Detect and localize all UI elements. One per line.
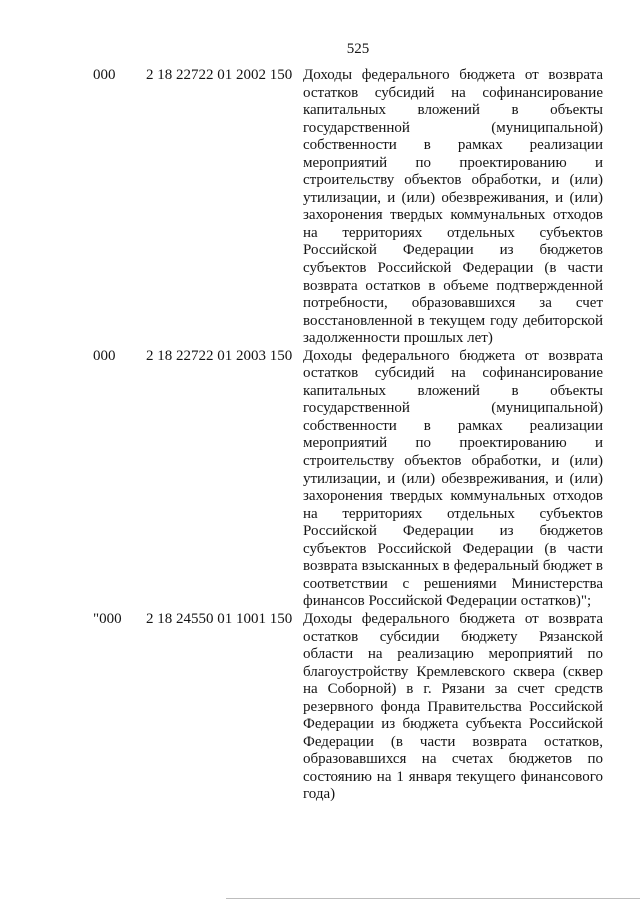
description-line: капитальных вложений в объекты: [303, 102, 603, 119]
description-line: мероприятий по проектированию и: [303, 435, 603, 452]
budget-classification-code: 2 18 22722 01 2002 150: [146, 67, 293, 83]
description-line: остатков субсидий на софинансирование: [303, 365, 603, 382]
description-line: области на реализацию мероприятий по: [303, 646, 603, 663]
budget-classification-code: 2 18 24550 01 1001 150: [146, 610, 293, 627]
table-row: [0, 348, 640, 611]
page-number: 525: [346, 41, 370, 57]
description-line: образовавшихся на счетах бюджетов по: [303, 751, 603, 768]
description-line: Российской Федерации из бюджетов: [303, 242, 603, 259]
description-line: финансов Российской Федерации остатков)";: [303, 593, 592, 610]
description-line: мероприятий по проектированию и: [303, 154, 603, 171]
admin-code: 000: [93, 347, 116, 364]
description-line: потребности, образовавшихся за счет: [303, 295, 603, 312]
description-line: остатков субсидий на софинансирование: [303, 84, 603, 101]
description-line: захоронения твердых коммунальных отходов: [303, 488, 603, 505]
description-line: утилизации, и (или) обезвреживания, и (или): [303, 189, 603, 206]
codes-table: [0, 67, 640, 804]
description-line: собственности в рамках реализации: [303, 137, 603, 154]
description-line: Доходы федерального бюджета от возврата: [303, 67, 603, 83]
description-line: Доходы федерального бюджета от возврата: [303, 610, 603, 627]
description-line: на территориях отдельных субъектов: [303, 224, 603, 241]
scan-edge-line: [226, 898, 640, 899]
description-line: утилизации, и (или) обезвреживания, и (или): [303, 470, 603, 487]
description-line: восстановленной в текущем году дебиторской: [303, 312, 603, 329]
description-line: государственной (муниципальной): [303, 119, 603, 136]
income-description: [303, 67, 603, 348]
description-line: Доходы федерального бюджета от возврата: [303, 347, 603, 364]
description-line: на Соборной) в г. Рязани за счет средств: [303, 681, 603, 698]
budget-classification-code: 2 18 22722 01 2003 150: [146, 347, 293, 364]
description-line: остатков субсидии бюджету Рязанской: [303, 628, 603, 645]
description-line: Федерации из бюджета субъекта Российской: [303, 716, 603, 733]
description-line: Федерации (в части возврата остатков,: [303, 733, 603, 750]
description-line: государственной (муниципальной): [303, 400, 603, 417]
admin-code: 000: [93, 67, 116, 83]
description-line: состоянию на 1 января текущего финансового: [303, 768, 603, 785]
table-row: [0, 67, 640, 348]
description-line: резервного фонда Правительства Российской: [303, 698, 603, 715]
description-line: субъектов Российской Федерации (в части: [303, 540, 603, 557]
table-row: [0, 611, 640, 804]
description-line: года): [303, 786, 336, 803]
description-line: возврата взысканных в федеральный бюджет в: [303, 558, 603, 575]
description-line: капитальных вложений в объекты: [303, 382, 603, 399]
income-description: [303, 611, 603, 804]
description-line: задолженности прошлых лет): [303, 330, 493, 347]
description-line: возврата остатков в объеме подтвержденной: [303, 277, 603, 294]
description-line: строительству объектов обработки, и (или): [303, 453, 603, 470]
description-line: на территориях отдельных субъектов: [303, 505, 603, 522]
income-description: [303, 348, 603, 611]
description-line: субъектов Российской Федерации (в части: [303, 260, 603, 277]
admin-code: "000: [93, 610, 122, 627]
description-line: благоустройству Кремлевского сквера (сквер: [303, 663, 603, 680]
description-line: собственности в рамках реализации: [303, 417, 603, 434]
description-line: захоронения твердых коммунальных отходов: [303, 207, 603, 224]
description-line: Российской Федерации из бюджетов: [303, 523, 603, 540]
description-line: соответствии с решениями Министерства: [303, 575, 603, 592]
description-line: строительству объектов обработки, и (или): [303, 172, 603, 189]
